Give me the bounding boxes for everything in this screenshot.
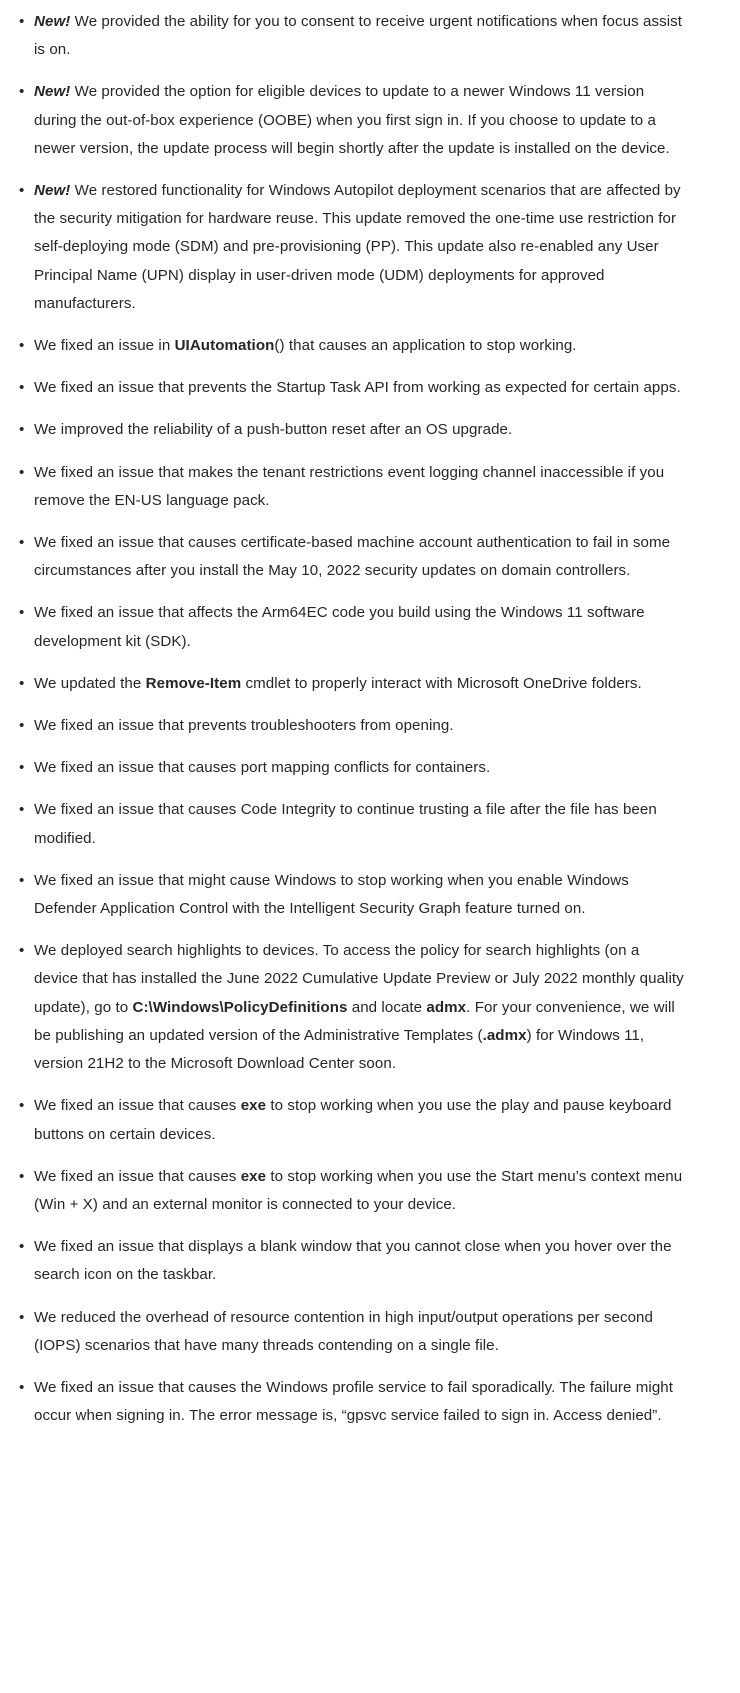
bullet-icon: • bbox=[19, 13, 25, 30]
body-text: We improved the reliability of a push-button reset after an OS upgrade. bbox=[34, 421, 513, 439]
body-text: We fixed an issue in bbox=[34, 337, 175, 355]
body-text: and locate bbox=[347, 998, 427, 1016]
list-item-text bbox=[34, 1309, 653, 1354]
body-text: We fixed an issue that prevents troubleshooters from opening. bbox=[34, 717, 454, 735]
list-item bbox=[0, 8, 740, 64]
list-item bbox=[0, 78, 740, 163]
list-item-text bbox=[34, 464, 664, 509]
list-item-text bbox=[34, 182, 681, 312]
list-item bbox=[0, 529, 740, 585]
body-text: cmdlet to properly interact with Microsoft OneDrive folders. bbox=[241, 674, 642, 692]
body-text: We fixed an issue that causes port mapping conflicts for containers. bbox=[34, 759, 491, 777]
list-item bbox=[0, 374, 740, 402]
emphasis-bold-text: Remove-Item bbox=[145, 674, 242, 692]
body-text: We fixed an issue that affects the Arm64EC code you build using the Windows 11 software development kit (SDK). bbox=[34, 604, 645, 650]
body-text: We fixed an issue that causes bbox=[34, 1167, 241, 1185]
list-item bbox=[0, 1233, 740, 1289]
body-text: We provided the option for eligible devices to update to a newer Windows 11 version during the out-of-box experience (OOBE) when you first sign in. If you choose to update to a newer version, the update process will begin shortly after the update is installed on the device. bbox=[34, 83, 670, 157]
bullet-icon: • bbox=[19, 801, 25, 819]
bullet-icon: • bbox=[19, 604, 25, 622]
list-item-text bbox=[34, 942, 684, 1072]
list-item-text bbox=[34, 1168, 682, 1213]
bullet-icon: • bbox=[19, 83, 25, 101]
list-item bbox=[0, 670, 740, 698]
body-text: We restored functionality for Windows Autopilot deployment scenarios that are affected by the security mitigation for hardware reuse. This update removed the one-time use restriction for self-deploying mode (SDM) and pre-provisioning (PP). This update also re-enabled any User Principal Name (UPN) display in user-driven mode (UDM) deployments for approved manufacturers. bbox=[34, 182, 681, 312]
list-item bbox=[0, 177, 740, 318]
body-text: . For your convenience, we will be publishing an updated version of the Administrative Templates ( bbox=[34, 998, 675, 1044]
list-item bbox=[0, 1092, 740, 1148]
list-item-text bbox=[34, 13, 682, 58]
release-notes-list bbox=[0, 8, 740, 1430]
body-text: We fixed an issue that causes the Windows profile service to fail sporadically. The failure might occur when signing in. The error message is, “gpsvc service failed to sign in. Access denied”. bbox=[34, 1378, 674, 1425]
emphasis-bold-text: admx bbox=[426, 998, 467, 1016]
body-text: to stop working when you use the play and pause keyboard buttons on certain devices. bbox=[34, 1097, 672, 1143]
bullet-icon: • bbox=[19, 534, 25, 552]
body-text: to stop working when you use the Start menu’s context menu (Win + X) and an external monitor is connected to your device. bbox=[34, 1167, 683, 1213]
list-item-text bbox=[34, 337, 577, 354]
body-text: We fixed an issue that causes certificate-based machine account authentication to fail in some circumstances after you install the May 10, 2022 security updates on domain controllers. bbox=[34, 534, 671, 580]
list-item bbox=[0, 796, 740, 852]
new-label: New! bbox=[34, 13, 71, 30]
list-item bbox=[0, 599, 740, 655]
emphasis-bold-text: C:\Windows\PolicyDefinitions bbox=[132, 998, 348, 1016]
emphasis-bold-text: UIAutomation bbox=[174, 337, 275, 355]
emphasis-bold-text: exe bbox=[240, 1097, 267, 1115]
body-text: We fixed an issue that displays a blank window that you cannot close when you hover over the search icon on the taskbar. bbox=[34, 1238, 672, 1284]
list-item bbox=[0, 937, 740, 1078]
body-text: We fixed an issue that prevents the Startup Task API from working as expected for certain apps. bbox=[34, 379, 681, 397]
body-text: We fixed an issue that causes bbox=[34, 1097, 241, 1115]
list-item bbox=[0, 416, 740, 444]
body-text: We provided the ability for you to consent to receive urgent notifications when focus assist is on. bbox=[34, 13, 683, 59]
list-item-text bbox=[34, 675, 642, 692]
list-item-text bbox=[34, 83, 670, 156]
bullet-icon: • bbox=[19, 674, 25, 692]
bullet-icon: • bbox=[19, 871, 25, 889]
list-item-text bbox=[34, 604, 645, 649]
list-item-text bbox=[34, 801, 657, 846]
bullet-icon: • bbox=[19, 1308, 25, 1326]
list-item-text bbox=[34, 379, 681, 396]
bullet-icon: • bbox=[19, 759, 25, 777]
body-text: We fixed an issue that might cause Windows to stop working when you enable Windows Defender Application Control with the Intelligent Security Graph feature turned on. bbox=[34, 871, 629, 918]
list-item bbox=[0, 459, 740, 515]
body-text: We fixed an issue that makes the tenant restrictions event logging channel inaccessible if you remove the EN-US language pack. bbox=[34, 463, 665, 509]
bullet-icon: • bbox=[19, 182, 25, 200]
bullet-icon: • bbox=[19, 463, 25, 481]
list-item-text bbox=[34, 1097, 672, 1142]
bullet-icon: • bbox=[19, 1097, 25, 1115]
bullet-icon: • bbox=[19, 1167, 25, 1185]
bullet-icon: • bbox=[19, 337, 25, 355]
list-item bbox=[0, 1374, 740, 1430]
bullet-icon: • bbox=[19, 421, 25, 439]
body-text: We fixed an issue that causes Code Integrity to continue trusting a file after the file has been modified. bbox=[34, 801, 657, 847]
list-item-text bbox=[34, 1379, 673, 1424]
list-item-text bbox=[34, 421, 512, 438]
list-item bbox=[0, 1304, 740, 1360]
list-item bbox=[0, 1163, 740, 1219]
list-item bbox=[0, 712, 740, 740]
list-item bbox=[0, 754, 740, 782]
list-item-text bbox=[34, 759, 490, 776]
body-text: ) for Windows 11, version 21H2 to the Microsoft Download Center soon. bbox=[34, 1026, 645, 1073]
bullet-icon: • bbox=[19, 379, 25, 397]
bullet-icon: • bbox=[19, 942, 25, 960]
body-text: We deployed search highlights to devices. To access the policy for search highlights (on a device that has installed the June 2022 Cumulative Update Preview or July 2022 monthly quality update), go to bbox=[34, 942, 684, 1016]
emphasis-bold-text: exe bbox=[240, 1167, 267, 1185]
new-label: New! bbox=[34, 182, 71, 200]
body-text: We reduced the overhead of resource contention in high input/output operations per second (IOPS) scenarios that have many threads contending on a single file. bbox=[34, 1308, 653, 1354]
list-item-text bbox=[34, 717, 454, 734]
list-item bbox=[0, 867, 740, 923]
list-item-text bbox=[34, 534, 670, 579]
list-item-text bbox=[34, 872, 629, 917]
list-item-text bbox=[34, 1238, 672, 1283]
bullet-icon: • bbox=[19, 717, 25, 735]
bullet-icon: • bbox=[19, 1378, 25, 1396]
body-text: We updated the bbox=[34, 674, 146, 692]
emphasis-bold-text: .admx bbox=[482, 1026, 527, 1044]
bullet-icon: • bbox=[19, 1238, 25, 1256]
body-text: () that causes an application to stop working. bbox=[274, 337, 577, 355]
list-item bbox=[0, 332, 740, 360]
new-label: New! bbox=[34, 83, 71, 101]
